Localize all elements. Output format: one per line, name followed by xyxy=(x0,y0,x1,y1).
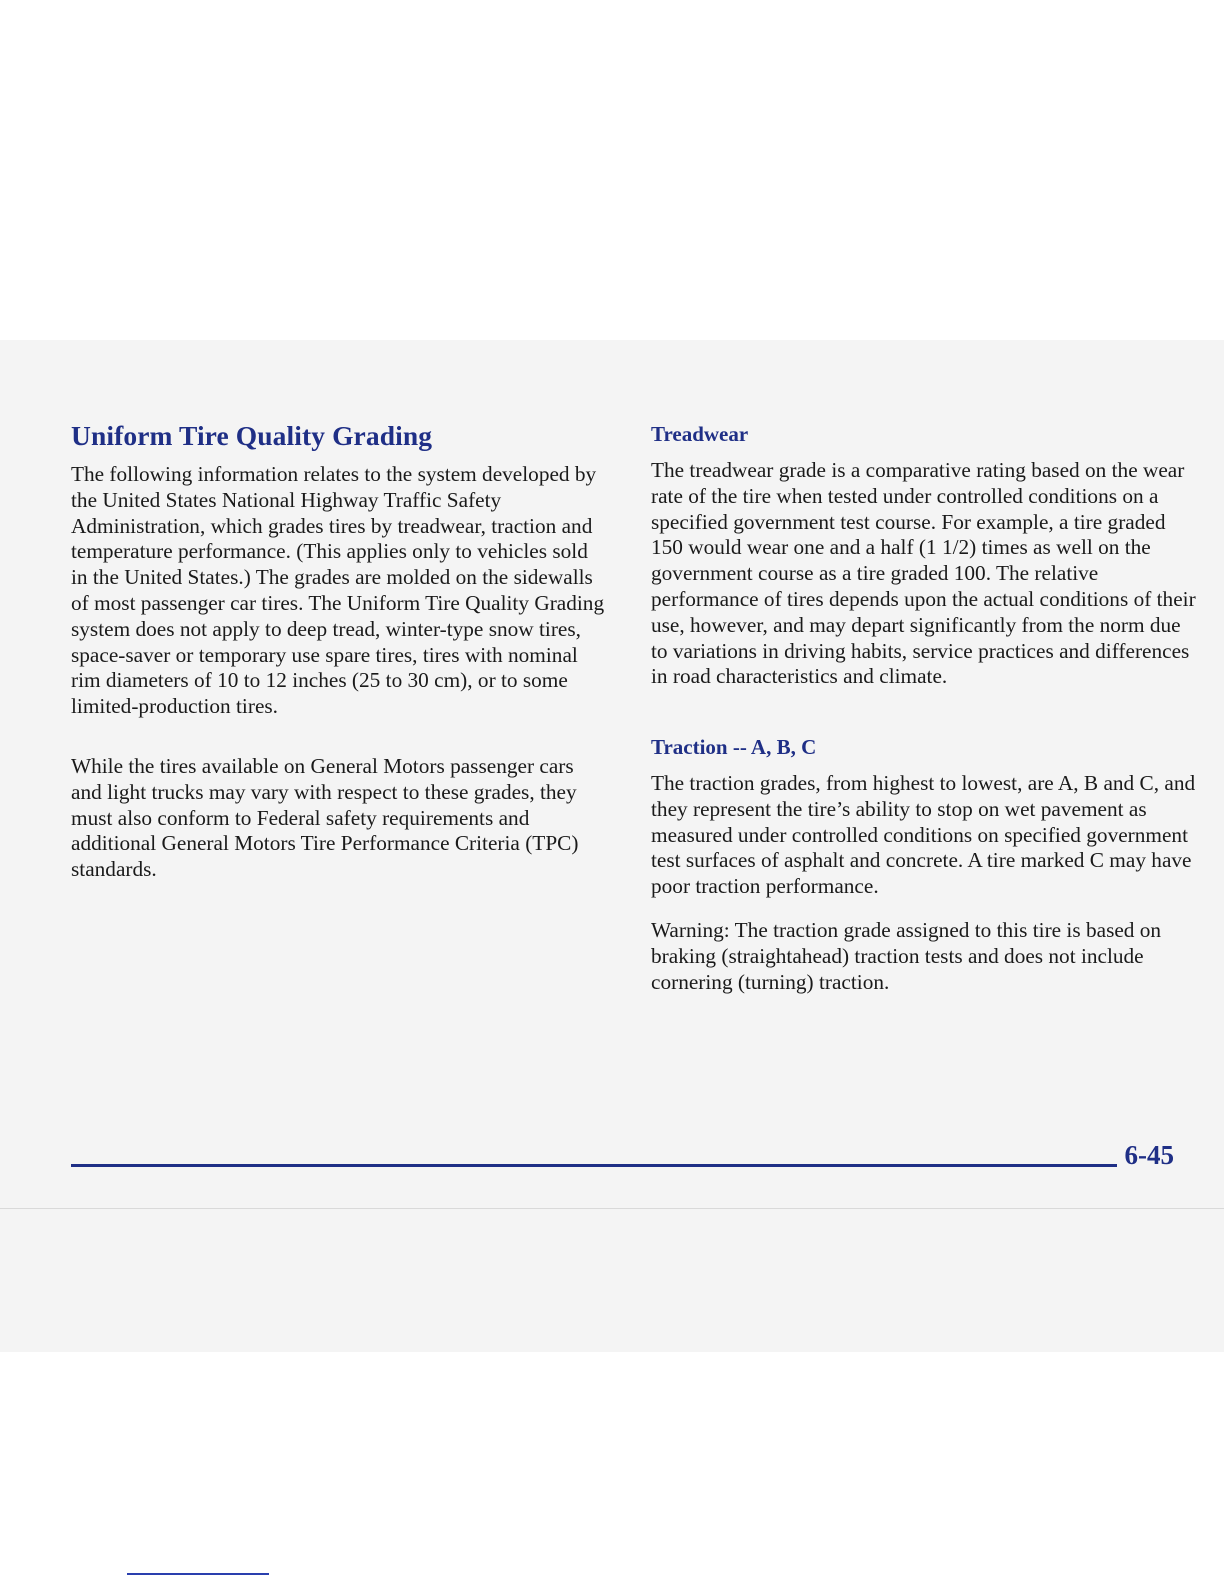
gm-standards-paragraph: While the tires available on General Motors passenger cars and light trucks may vary with respect to these grades, they must also conform to Federal safety requirements and additional General Motors Tire Performance Criteria (TPC) standards. xyxy=(71,754,579,882)
manual-page xyxy=(0,340,1224,1352)
page-title: Uniform Tire Quality Grading xyxy=(71,420,433,451)
bottom-link-underline xyxy=(127,1573,269,1575)
treadwear-heading: Treadwear xyxy=(651,422,749,446)
warning-paragraph: Warning: The traction grade assigned to this tire is based on braking (straightahead) traction tests and does not include cornering (turning) traction. xyxy=(651,918,1162,994)
intro-paragraph: The following information relates to the system developed by the United States National Highway Traffic Safety Administration, which grades tires by treadwear, traction and temperature performance. (This applies only to vehicles sold in the United States.) The grades are molded on the sidewalls of most passenger car tires. The Uniform Tire Quality Grading system does not apply to deep tread, winter-type snow tires, space-saver or temporary use spare tires, tires with nominal rim diameters of 10 to 12 inches (25 to 30 cm), or to some limited-production tires. xyxy=(71,462,605,719)
page-edge-divider xyxy=(0,1208,1224,1209)
page-number: 6-45 xyxy=(1124,1140,1174,1170)
traction-heading: Traction -- A, B, C xyxy=(651,735,817,759)
treadwear-paragraph: The treadwear grade is a comparative rating based on the wear rate of the tire when tested under controlled conditions on a specified government test course. For example, a tire graded 150 would wear one and a half (1 1/2) times as well on the government course as a tire graded 100. The relative performance of tires depends upon the actual conditions of their use, however, and may depart significantly from the norm due to variations in driving habits, service practices and differences in road characteristics and climate. xyxy=(651,458,1196,689)
traction-paragraph: The traction grades, from highest to lowest, are A, B and C, and they represent the tire’s ability to stop on wet pavement as measured under controlled conditions on specified government test surfaces of asphalt and concrete. A tire marked C may have poor traction performance. xyxy=(651,771,1196,899)
footer-rule xyxy=(71,1164,1117,1167)
